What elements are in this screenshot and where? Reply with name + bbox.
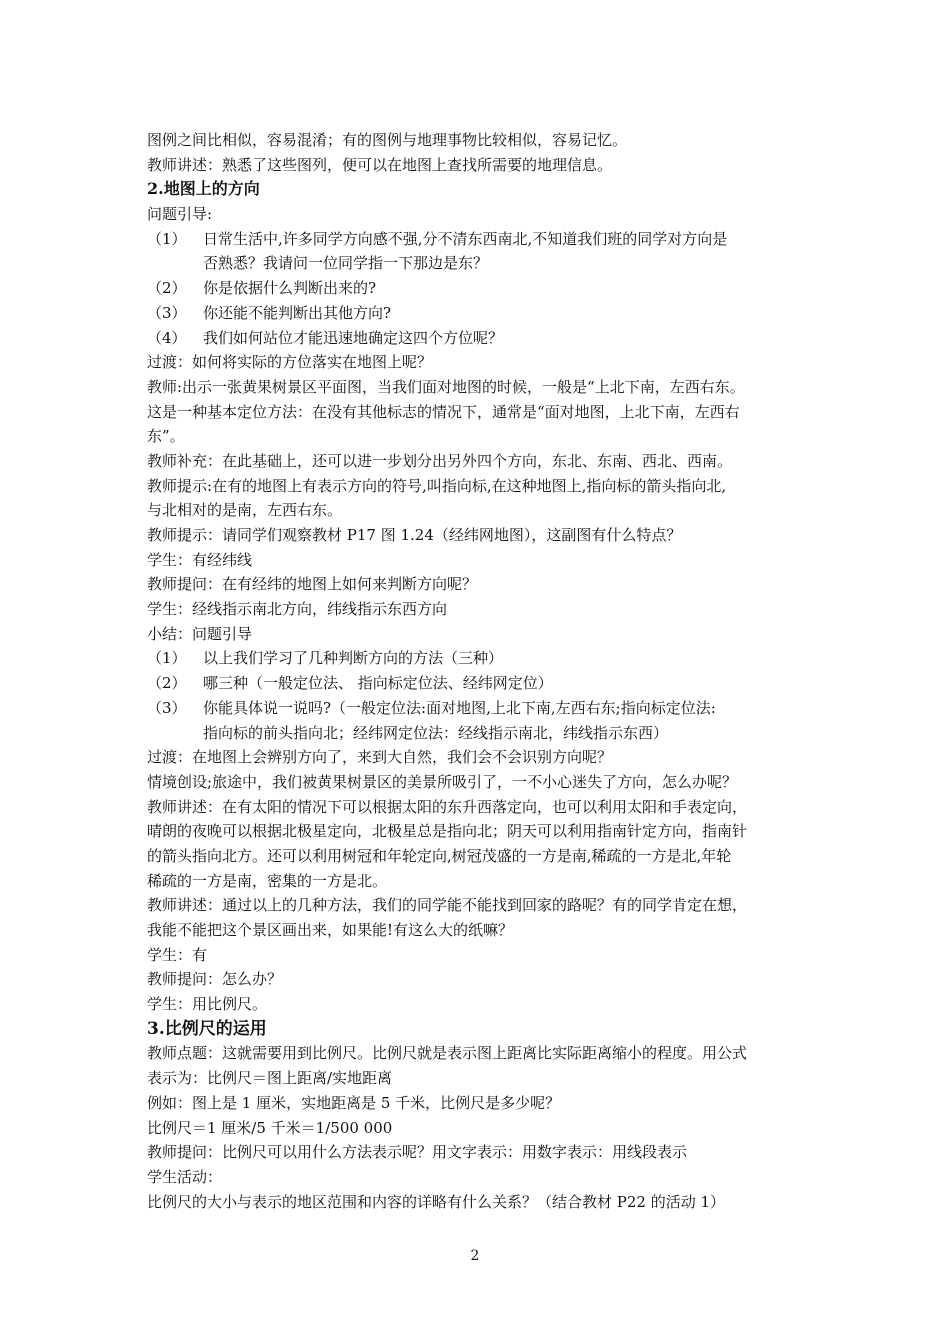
paragraph-line: 教师提问：怎么办？ [147,970,283,989]
paragraph-line: 问题引导: [147,205,213,224]
item-text: 以上我们学习了几种判断方向的方法（三种） [203,649,504,668]
item-text: 你还能不能判断出其他方向? [203,303,392,322]
item-number: （3） [147,303,187,322]
numbered-item [147,326,827,351]
numbered-item [147,227,827,252]
paragraph-line: 教师:出示一张黄果树景区平面图，当我们面对地图的时候，一般是“上北下南，左西右东。 [147,377,745,396]
paragraph-line: 教师补充：在此基础上，还可以进一步划分出另外四个方向，东北、东南、西北、西南。 [147,451,733,470]
numbered-item [147,301,827,326]
paragraph-line: 教师提问：在有经纬的地图上如何来判断方向呢？ [147,575,478,594]
paragraph-line: 比例尺的大小与表示的地区范围和内容的详略有什么关系？（结合教材 P22 的活动 1） [147,1192,726,1211]
paragraph-line: 例如：图上是 1 厘米，实地距离是 5 千米，比例尺是多少呢？ [147,1093,561,1112]
numbered-item [147,671,827,696]
page-number: 2 [470,1248,480,1264]
section-heading: 3.比例尺的运用 [147,1018,267,1039]
paragraph-line: 表示为：比例尺＝图上距离/实地距离 [147,1069,393,1088]
paragraph-line: 这是一种基本定位方法：在没有其他标志的情况下，通常是“面对地图，上北下南，左西右 [147,402,740,421]
paragraph-line: 情境创设;旅途中，我们被黄果树景区的美景所吸引了，一不小心迷失了方向，怎么办呢？ [147,772,738,791]
item-text: 我们如何站位才能迅速地确定这四个方位呢？ [203,328,504,347]
paragraph-line: 教师讲述：熟悉了这些图列，便可以在地图上查找所需要的地理信息。 [147,155,613,174]
paragraph-line: 晴朗的夜晚可以根据北极星定向，北极星总是指向北；阴天可以利用指南针定方向，指南针 [147,822,748,841]
item-text: 哪三种（一般定位法、 指向标定位法、经纬网定位） [203,674,553,693]
paragraph-line: 教师提示：请同学们观察教材 P17 图 1.24（经纬网地图），这副图有什么特点？ [147,526,682,544]
item-number: （3） [147,698,187,717]
paragraph-line: 学生：用比例尺。 [147,995,268,1014]
item-number: （1） [147,229,187,248]
paragraph-line: 教师点题：这就需要用到比例尺。比例尺就是表示图上距离比实际距离缩小的程度。用公式 [147,1044,748,1063]
item-number: （2） [147,674,187,693]
paragraph-line: 学生：有经纬线 [147,550,253,569]
item-text: 日常生活中,许多同学方向感不强,分不清东西南北,不知道我们班的同学对方向是 [203,229,728,248]
page-content [147,128,827,1214]
item-number: （2） [147,279,187,298]
numbered-item [147,646,827,671]
paragraph-line: 的箭头指向北方。还可以利用树冠和年轮定向,树冠茂盛的一方是南,稀疏的一方是北,年轮 [147,846,732,865]
paragraph-line: 小结：问题引导 [147,624,253,643]
numbered-item [147,696,827,721]
paragraph-line: 学生：经线指示南北方向，纬线指示东西方向 [147,600,448,619]
paragraph-line: 教师讲述：在有太阳的情况下可以根据太阳的东升西落定向，也可以利用太阳和手表定向， [147,797,748,816]
paragraph-line: 图例之间比相似，容易混淆；有的图例与地理事物比较相似，容易记忆。 [147,131,628,149]
item-continuation: 指向标的前头指向北；经纬网定位法：经线指示南北，纬线指示东西） [203,723,669,742]
paragraph-line: 教师提示:在有的地图上有表示方向的符号,叫指向标,在这种地图上,指向标的箭头指向北, [147,476,727,495]
section-heading: 2.地图上的方向 [147,179,260,199]
item-number: （4） [147,328,187,347]
paragraph-line: 我能不能把这个景区画出来，如果能!有这么大的纸嘛？ [147,921,514,939]
item-text: 你能具体说一说吗?（一般定位法:面对地图,上北下南,左西右东;指向标定位法: [203,698,716,717]
paragraph-line: 学生活动： [147,1167,223,1186]
paragraph-line: 过渡：在地图上会辨别方向了，来到大自然，我们会不会识别方向呢？ [147,748,613,767]
numbered-item [147,276,827,301]
paragraph-line: 稀疏的一方是南，密集的一方是北。 [147,871,388,890]
item-number: （1） [147,649,187,668]
paragraph-line: 教师讲述：通过以上的几种方法，我们的同学能不能找到回家的路呢？有的同学肯定在想， [147,896,748,915]
paragraph-line: 学生：有 [147,945,208,964]
paragraph-line: 过渡：如何将实际的方位落实在地图上呢？ [147,353,433,372]
paragraph-line: 东”。 [147,427,185,446]
item-continuation: 否熟悉？我请问一位同学指一下那边是东？ [203,254,489,273]
paragraph-line: 教师提问：比例尺可以用什么方法表示呢？用文字表示：用数字表示：用线段表示 [147,1143,688,1162]
paragraph-line: 与北相对的是南，左西右东。 [147,501,343,520]
item-text: 你是依据什么判断出来的? [203,279,377,298]
paragraph-line: 比例尺＝1 厘米/5 千米＝1/500 000 [147,1118,393,1137]
